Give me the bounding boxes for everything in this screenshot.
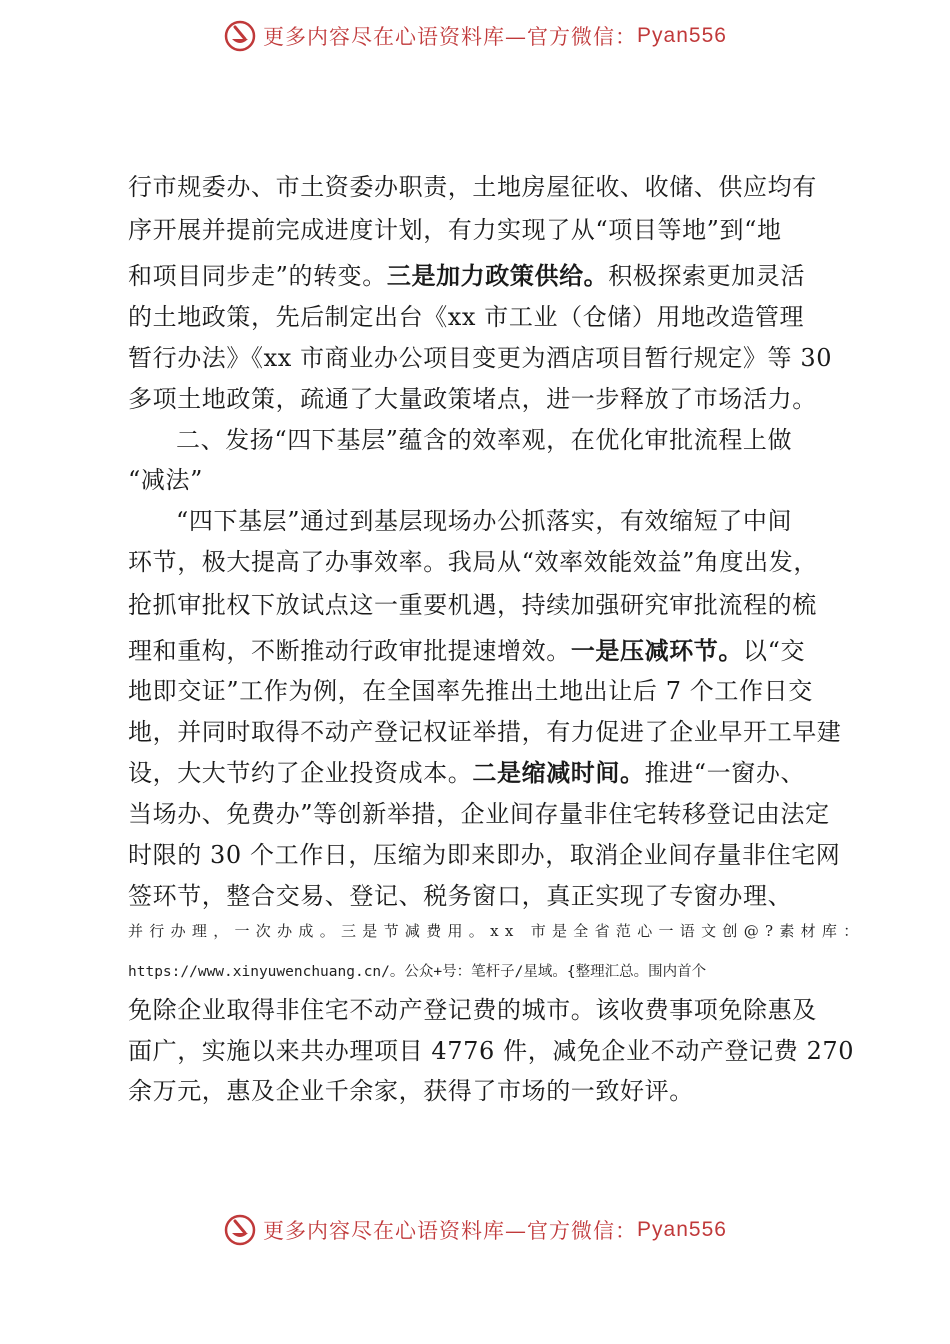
text-run: 推进“一窗办、 (644, 759, 806, 787)
source-url-line: https://www.xinyuwenchuang.cn/。公众+号：笔杆子/星域。{整理汇总。围内首个 (128, 964, 707, 980)
body-line: 行市规委办、市土资委办职责，土地房屋征收、收储、供应均有 (128, 173, 817, 201)
mortar-pestle-seal-icon (223, 1213, 257, 1247)
body-line: 地即交证”工作为例，在全国率先推出土地出让后 7 个工作日交 (128, 677, 813, 705)
body-line: 暂行办法》《xx 市商业办公项目变更为酒店项目暂行规定》等 30 (128, 344, 833, 372)
watermark-wechat: Pyan556 (637, 1218, 727, 1241)
body-line: 余万元，惠及企业千余家，获得了市场的一致好评。 (128, 1077, 694, 1105)
body-line: 免除企业取得非住宅不动产登记费的城市。该收费事项免除惠及 (128, 996, 817, 1024)
body-line: 抢抓审批权下放试点这一重要机遇，持续加强研究审批流程的梳 (128, 591, 817, 619)
text-run: 和项目同步走”的转变。 (128, 262, 387, 290)
bold-heading: 二是缩减时间。 (472, 759, 645, 787)
body-line (128, 634, 805, 668)
watermark-header (0, 16, 950, 56)
body-line: 多项土地政策，疏通了大量政策堵点，进一步释放了市场活力。 (128, 385, 817, 413)
body-line: 当场办、免费办”等创新举措，企业间存量非住宅转移登记由法定 (128, 800, 830, 828)
watermark-text: 更多内容尽在心语资料库—官方微信： (263, 25, 638, 49)
small-print-line: 并行办理，一次办成。三是节减费用。xx 市是全省范心一语文创@?素材库： (128, 922, 865, 940)
text-run: 理和重构，不断推动行政审批提速增效。 (128, 637, 571, 665)
body-line: “四下基层”通过到基层现场办公抓落实，有效缩短了中间 (176, 507, 793, 535)
text-run: 以“交 (743, 637, 806, 665)
section-heading-cont: “减法” (128, 466, 203, 494)
body-line: 签环节，整合交易、登记、税务窗口，真正实现了专窗办理、 (128, 882, 793, 910)
watermark-footer (0, 1210, 950, 1250)
text-run: 积极探索更加灵活 (608, 262, 806, 290)
text-run: 设，大大节约了企业投资成本。 (128, 759, 473, 787)
body-line: 时限的 30 个工作日，压缩为即来即办，取消企业间存量非住宅网 (128, 841, 841, 869)
watermark-wechat: Pyan556 (637, 24, 727, 47)
bold-heading: 三是加力政策供给。 (386, 262, 609, 290)
watermark-text: 更多内容尽在心语资料库—官方微信： (263, 1219, 638, 1243)
section-heading: 二、发扬“四下基层”蕴含的效率观，在优化审批流程上做 (176, 426, 793, 454)
body-line: 序开展并提前完成进度计划，有力实现了从“项目等地”到“地 (128, 216, 782, 244)
body-line: 面广，实施以来共办理项目 4776 件，减免企业不动产登记费 270 (128, 1037, 855, 1065)
body-line: 环节，极大提高了办事效率。我局从“效率效能效益”角度出发， (128, 548, 818, 576)
mortar-pestle-seal-icon (223, 19, 257, 53)
body-line: 地，并同时取得不动产登记权证举措，有力促进了企业早开工早建 (128, 718, 842, 746)
body-line: 的土地政策，先后制定出台《xx 市工业（仓储）用地改造管理 (128, 303, 805, 331)
body-line (128, 259, 805, 293)
bold-heading: 一是压减环节。 (570, 637, 744, 665)
body-line (128, 756, 805, 790)
